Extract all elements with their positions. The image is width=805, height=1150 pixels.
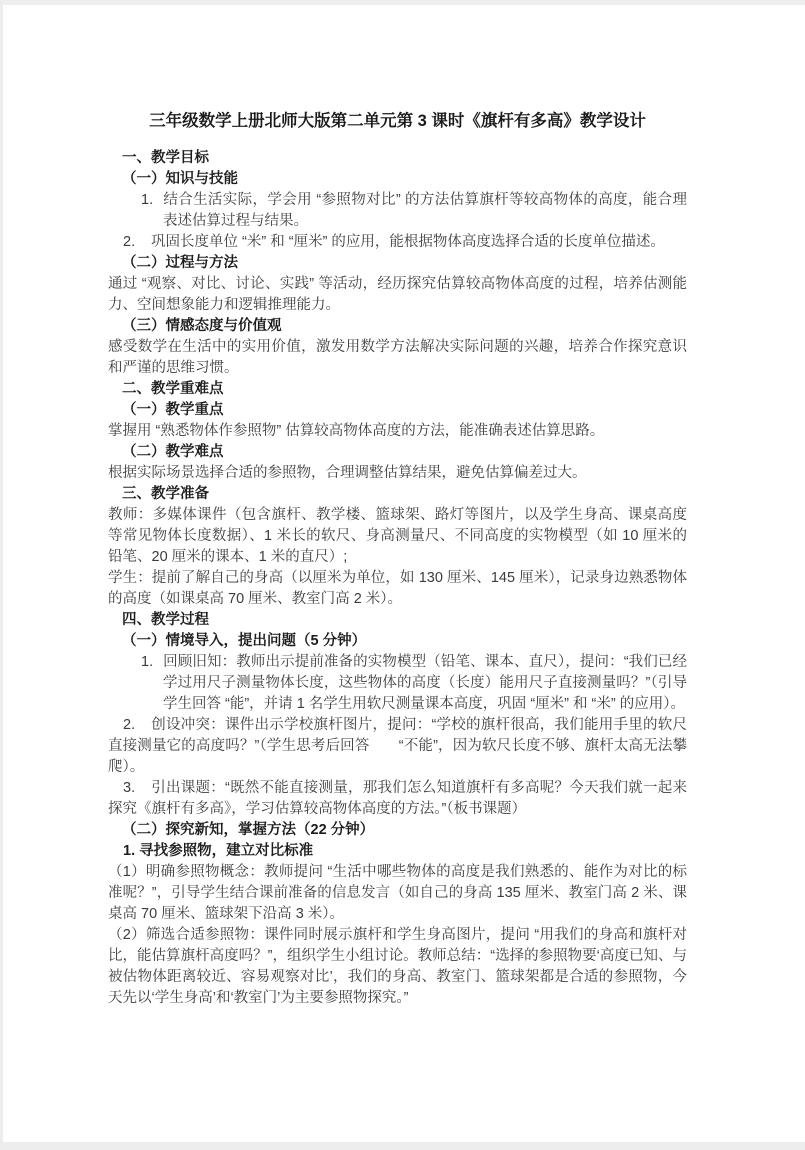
paragraph: 根据实际场景选择合适的参照物，合理调整估算结果，避免估算偏差过大。 — [108, 465, 587, 481]
paragraph: 通过 “观察、对比、讨论、实践” 等活动，经历探究估算较高物体高度的过程，培养估测能力、空间想象能力和逻辑推理能力。 — [108, 276, 687, 313]
heading: 一、教学目标 — [122, 150, 209, 166]
list-number: 1. — [141, 192, 154, 208]
document-title: 三年级数学上册北师大版第二单元第 3 课时《旗杆有多高》教学设计 — [149, 112, 646, 130]
heading: （二）教学难点 — [122, 444, 224, 460]
heading: （一）情境导入，提出问题（5 分钟） — [122, 633, 367, 649]
paragraph: 2. 巩固长度单位 “米” 和 “厘米” 的应用，能根据物体高度选择合适的长度单位描述。 — [108, 232, 687, 253]
heading: 三、教学准备 — [122, 486, 209, 502]
document-page — [3, 5, 805, 1142]
heading: （二）探究新知，掌握方法（22 分钟） — [122, 822, 375, 838]
list-number: 2. — [123, 717, 136, 733]
paragraph: 3. 引出课题：“既然不能直接测量，那我们怎么知道旗杆有多高呢？今天我们就一起来探究《旗杆有多高》，学习估算较高物体高度的方法。”（板书课题） — [108, 780, 687, 817]
paragraph: 教师：多媒体课件（包含旗杆、教学楼、篮球架、路灯等图片，以及学生身高、课桌高度等常见物体长度数据）、1 米长的软尺、身高测量尺、不同高度的实物模型（如 10 厘米的铅笔、20 厘米的课本、1 米的直尺）; — [108, 507, 687, 565]
heading: （一）知识与技能 — [122, 171, 238, 187]
paragraph: 2. 创设冲突：课件出示学校旗杆图片，提问：“学校的旗杆很高，我们能用手里的软尺直接测量它的高度吗？”（学生思考后回答 “不能”，因为软尺长度不够、旗杆太高无法攀爬）。 — [108, 717, 687, 775]
paragraph: 1. 结合生活实际，学会用 “参照物对比” 的方法估算旗杆等较高物体的高度，能合理表述估算过程与结果。 — [141, 192, 687, 229]
paragraph: （1）明确参照物概念：教师提问 “生活中哪些物体的高度是我们熟悉的、能作为对比的标准呢？”，引导学生结合课前准备的信息发言（如自己的身高 135 厘米、教室门高 2 米、课桌高 70 厘米、篮球架下沿高 3 米）。 — [108, 864, 687, 922]
paragraph: 学生：提前了解自己的身高（以厘米为单位，如 130 厘米、145 厘米），记录身边熟悉物体的高度（如课桌高 70 厘米、教室门高 2 米）。 — [108, 570, 687, 607]
heading: 四、教学过程 — [122, 612, 209, 628]
list-number: 2. — [123, 234, 136, 250]
paragraph: 1. 回顾旧知：教师出示提前准备的实物模型（铅笔、课本、直尺），提问：“我们已经学过用尺子测量物体长度，这些物体的高度（长度）能用尺子直接测量吗？”（引导学生回答 “能”，并请 1 名学生用软尺测量课本高度，巩固 “厘米” 和 “米” 的应用）。 — [141, 654, 687, 712]
paragraph: 感受数学在生活中的实用价值，激发用数学方法解决实际问题的兴趣，培养合作探究意识和严谨的思维习惯。 — [108, 339, 687, 376]
paragraph: （2）筛选合适参照物：课件同时展示旗杆和学生身高图片，提问 “用我们的身高和旗杆对比，能估算旗杆高度吗？”，组织学生小组讨论。教师总结：“选择的参照物要‘高度已知、与被估物体距离较近、容易观察对比’，我们的身高、教室门、篮球架都是合适的参照物，今天先以‘学生身高’和‘教室门’为主要参照物探究。” — [108, 927, 687, 1006]
heading: （二）过程与方法 — [122, 255, 238, 271]
list-number: 1. — [141, 654, 154, 670]
heading: 1. 寻找参照物，建立对比标准 — [123, 843, 314, 859]
document-content — [108, 109, 687, 1009]
paragraph: 掌握用 “熟悉物体作参照物” 估算较高物体高度的方法，能准确表述估算思路。 — [108, 423, 605, 439]
heading: （一）教学重点 — [122, 402, 224, 418]
heading: （三）情感态度与价值观 — [122, 318, 282, 334]
document-body — [108, 148, 687, 1009]
list-number: 3. — [123, 780, 136, 796]
heading: 二、教学重难点 — [122, 381, 224, 397]
